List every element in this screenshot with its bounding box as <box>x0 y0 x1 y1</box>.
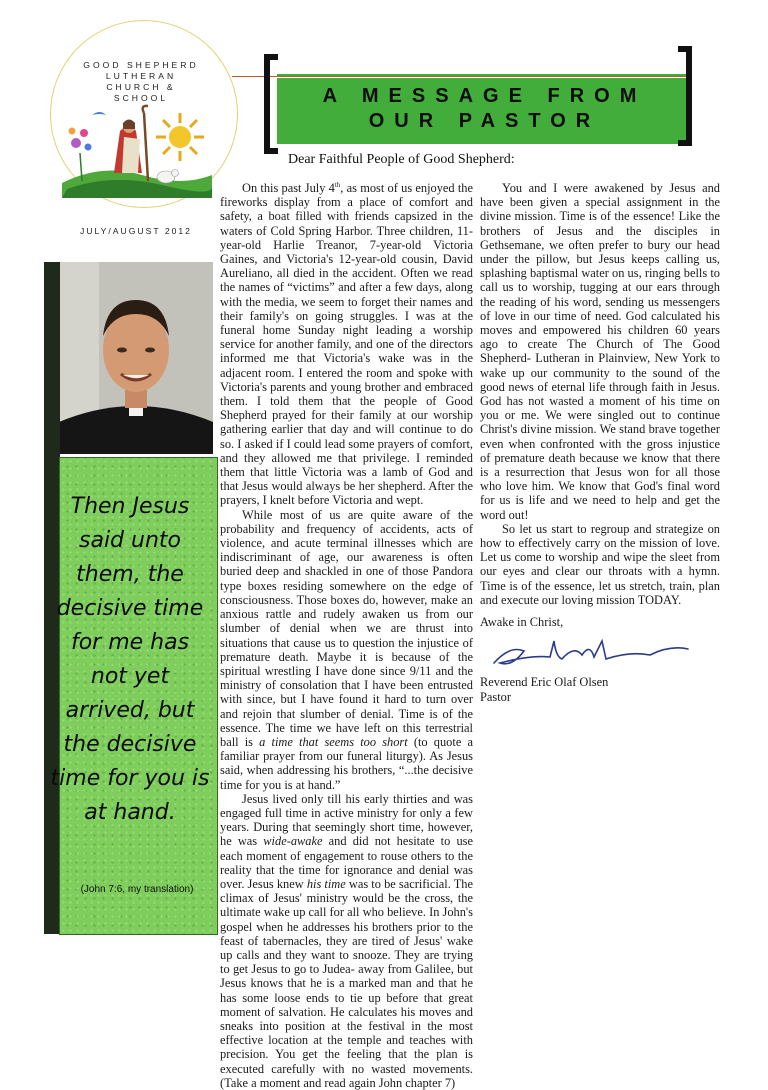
paragraph: While most of us are quite aware of the probability and frequency of accidents, acts of violence, and acute terminal illnesses which are indiscriminant of age, our awareness is often buried deep and shackled in one of those Pandora type boxes residing somewhere on the edge of consciousness. Those boxes do, however, make an anxious rattle and rudely awaken us from our slumber of denial when we are thrust into situations that cause us to question the injustice of premature death. Maybe it is because of the spiritual wrestling I have done since 9/11 and the ministry of consolation that I have been entrusted with since, but I have found it hard to turn over and rejoin that slumber of denial. Time is of the essence. The time we have left on this terrestrial ball is a time that seems too short (to quote a familiar prayer from our funeral liturgy). As Jesus said, when addressing his brothers, “...the decisive time for you is at hand.” <box>220 507 473 792</box>
closing: Awake in Christ, <box>480 615 564 630</box>
article-title-line: OUR PASTOR <box>368 110 601 132</box>
pastor-portrait-icon <box>59 262 213 454</box>
church-name-line: GOOD SHEPHERD <box>83 60 199 70</box>
church-name-line: SCHOOL <box>113 93 169 103</box>
issue-date: JULY/AUGUST 2012 <box>80 226 192 236</box>
article-column-2 <box>480 181 720 704</box>
article-title-line: A MESSAGE FROM <box>322 85 647 107</box>
paragraph: Jesus lived only till his early thirties and was engaged full time in active ministry for only a few years. During that seemingly short time, however, he was wide-awake and did not hesitate to use each moment of engagement to rouse others to the reality that the time for ignorance and denial was over. Jesus knew his time was to be sacrificial. The climax of Jesus' ministry would be the cross, the ultimate wake up call for all who believe. In John's gospel when he addresses his brothers prior to the feast of tabernacles, they are tired of Jesus' wake up calls and they want to snooze. They are trying to get Jesus to go to Judea- away from Galilee, but Jesus knows that he is a marked man and that he has some loose ends to tie up before that great moment of salvation. He calculates his moves and sneaks into position at the festival in the most effective location at the temple and teaches with precision. You get the feeling that the plan is executed carefully with no wasted movements. (Take a moment and read again John chapter 7) <box>220 791 474 1090</box>
left-bracket-icon <box>264 54 278 154</box>
signer-name: Reverend Eric Olaf Olsen <box>480 675 609 690</box>
signer-title: Pastor <box>480 689 511 704</box>
church-name <box>66 60 216 104</box>
scripture-reference: (John 7:6, my translation) <box>80 884 194 895</box>
greeting: Dear Faithful People of Good Shepherd: <box>288 152 515 167</box>
paragraph: You and I were awakened by Jesus and have been given a special assignment in the divine mission. Time is of the essence! Like the brothers of Jesus and the disciples in Gethsemane, we often prefer to bury our head under the pillow, but Jesus keeps calling us, splashing baptismal water on us, ringing bells to call us to worship, tugging at our ears through the reading of his word, sending us messengers of love in our time of need. God calculated his moves and empowered his children 60 years ago to create The Church of The Good Shepherd- Lutheran in Plainview, New York to wake up our community to the sound of the good news of eternal life through faith in Jesus. God has not wasted a moment of his time on you or me. We were singled out to continue Christ's divine mission. We stand brave together even when confronted with the gross injustice of premature death because we know that there is a resurrection that Jesus won for all those who love him. We know that God's final word for us is life and we need to help and get the word out! <box>480 181 720 522</box>
article-column-1 <box>220 181 473 1090</box>
scripture-quote: Then Jesus said unto them, the decisive time for me has not yet arrived, but the decisive time for you is at hand. <box>50 494 210 825</box>
pastor-photo <box>59 262 213 454</box>
paragraph: On this past July 4th, as most of us enjoyed the fireworks display from a place of comfort and safety, a boat filled with friends capsized in the waters of Cold Spring Harbor. Three children, 11-year-old Harlie Treanor, 7-year-old Victoria Gaines, and Victoria's 12-year-old cousin, David Aureliano, all died in the accident. Often we read the names of “victims” and after a few days, along with the media, we seem to forget their names and their family's on going struggles. I was at the funeral home Sunday night leading a worship service for another family, and one of the directors informed me that Victoria's wake was in the adjacent room. I entered the room and spoke with Victoria's parents and young brother and embraced them. I told them that the people of Good Shepherd prayed for their family at our worship gathering earlier that day and will continue to do so. I asked if I could lead some prayers of comfort, and they allowed me that privilege. I reminded them that little Victoria was a lamb of God and that Jesus would always be her shepherd. After the prayers, I knelt before Victoria and wept. <box>220 180 473 508</box>
good-shepherd-logo-icon <box>62 103 212 198</box>
church-name-line: LUTHERAN <box>105 71 177 81</box>
banner-rule <box>232 76 692 78</box>
signature-icon <box>490 637 690 671</box>
article-title <box>287 84 682 134</box>
paragraph: So let us start to regroup and strategize on how to effectively carry on the mission of love. Let us come to worship and wipe the sleet from our eyes and clear our throats with a hymn. Time is of the essence, let us stretch, train, plan and execute our loving mission TODAY. <box>480 521 720 607</box>
church-name-line: CHURCH & <box>106 82 176 92</box>
